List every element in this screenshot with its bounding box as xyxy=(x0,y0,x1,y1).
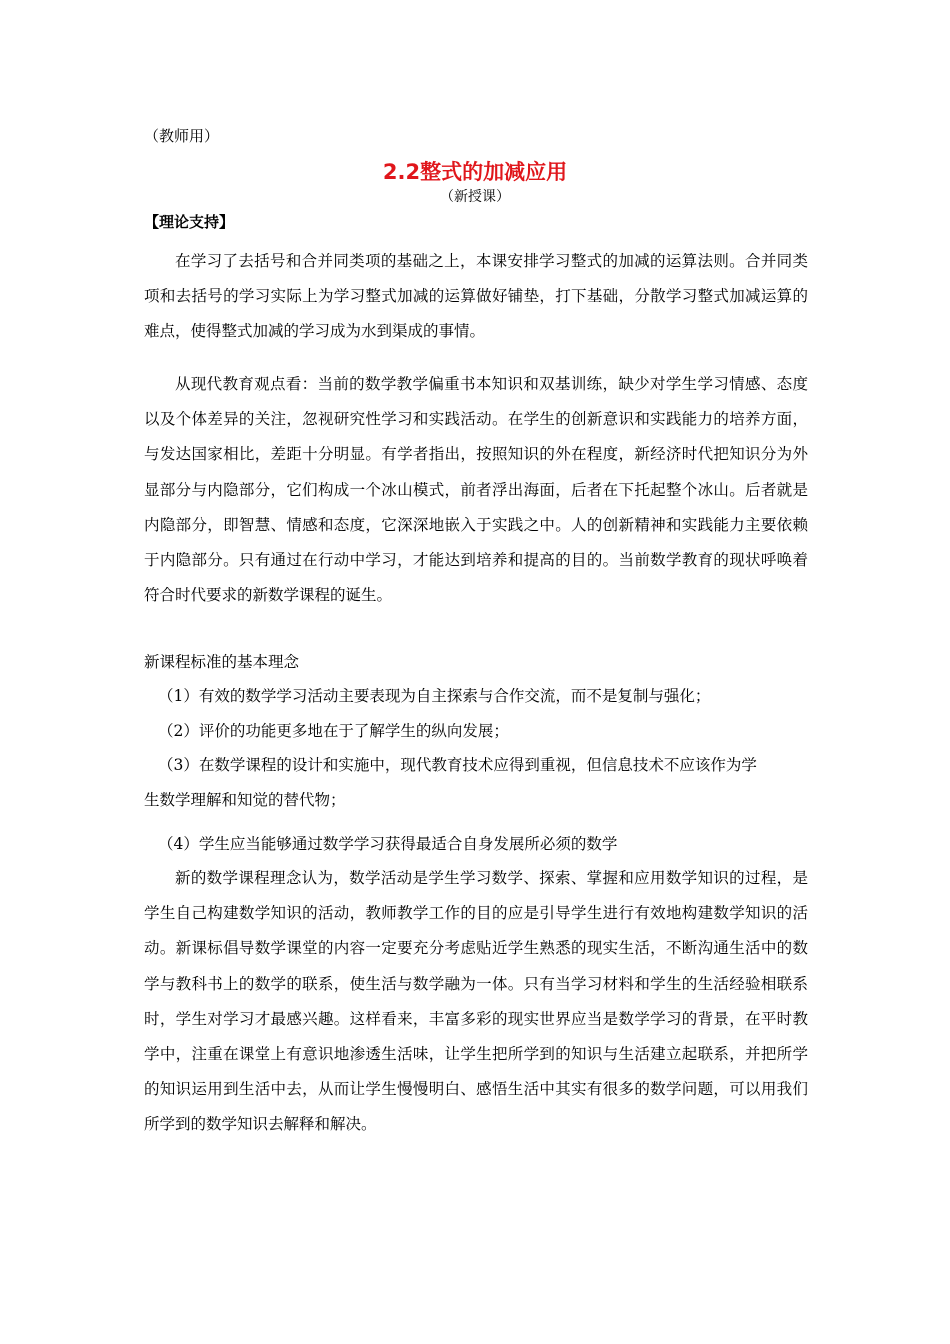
list-item-1: （1）有效的数学学习活动主要表现为自主探索与合作交流，而不是复制与强化； xyxy=(158,687,711,705)
page-title: 2.2整式的加减应用 xyxy=(382,160,568,184)
list-item-3-line-1: （3）在数学课程的设计和实施中，现代教育技术应得到重视，但信息技术不应该作为学 xyxy=(158,756,757,774)
curriculum-standard-heading: 新课程标准的基本理念 xyxy=(144,653,300,671)
teacher-label: （教师用） xyxy=(144,127,220,145)
paragraph-new-curriculum: 新的数学课程理念认为，数学活动是学生学习数学、探索、掌握和应用数学知识的过程，是学生自己构建数学知识的活动，教师教学工作的目的应是引导学生进行有效地构建数学知识的活动。新课标倡导数学课堂的内容一定要充分考虑贴近学生熟悉的现实生活，不断沟通生活中的数学与教科书上的数学的联系，使生活与数学融为一体。只有当学习材料和学生的生活经验相联系时，学生对学习才最感兴趣。这样看来，丰富多彩的现实世界应当是数学学习的背景，在平时教学中，注重在课堂上有意识地渗透生活味，让学生把所学到的知识与生活建立起联系，并把所学的知识运用到生活中去，从而让学生慢慢明白、感悟生活中其实有很多的数学问题，可以用我们所学到的数学知识去解释和解决。 xyxy=(144,869,808,1134)
section-heading: 【理论支持】 xyxy=(144,213,235,231)
list-item-4: （4）学生应当能够通过数学学习获得最适合自身发展所必须的数学 xyxy=(158,835,618,853)
list-item-2: （2）评价的功能更多地在于了解学生的纵向发展； xyxy=(158,722,509,740)
list-item-3-line-2: 生数学理解和知觉的替代物； xyxy=(144,791,346,810)
paragraph-intro: 在学习了去括号和合并同类项的基础之上，本课安排学习整式的加减的运算法则。合并同类项和去括号的学习实际上为学习整式加减的运算做好铺垫，打下基础，分散学习整式加减运算的难点，使得整式加减的学习成为水到渠成的事情。 xyxy=(144,252,808,341)
page-subtitle: （新授课） xyxy=(440,189,510,205)
paragraph-modern-education: 从现代教育观点看：当前的数学教学偏重书本知识和双基训练，缺少对学生学习情感、态度以及个体差异的关注，忽视研究性学习和实践活动。在学生的创新意识和实践能力的培养方面，与发达国家相比，差距十分明显。有学者指出，按照知识的外在程度，新经济时代把知识分为外显部分与内隐部分，它们构成一个冰山模式，前者浮出海面，后者在下托起整个冰山。后者就是内隐部分，即智慧、情感和态度，它深深地嵌入于实践之中。人的创新精神和实践能力主要依赖于内隐部分。只有通过在行动中学习，才能达到培养和提高的目的。当前数学教育的现状呼唤着符合时代要求的新数学课程的诞生。 xyxy=(144,375,808,605)
list-item-3 xyxy=(144,748,808,818)
